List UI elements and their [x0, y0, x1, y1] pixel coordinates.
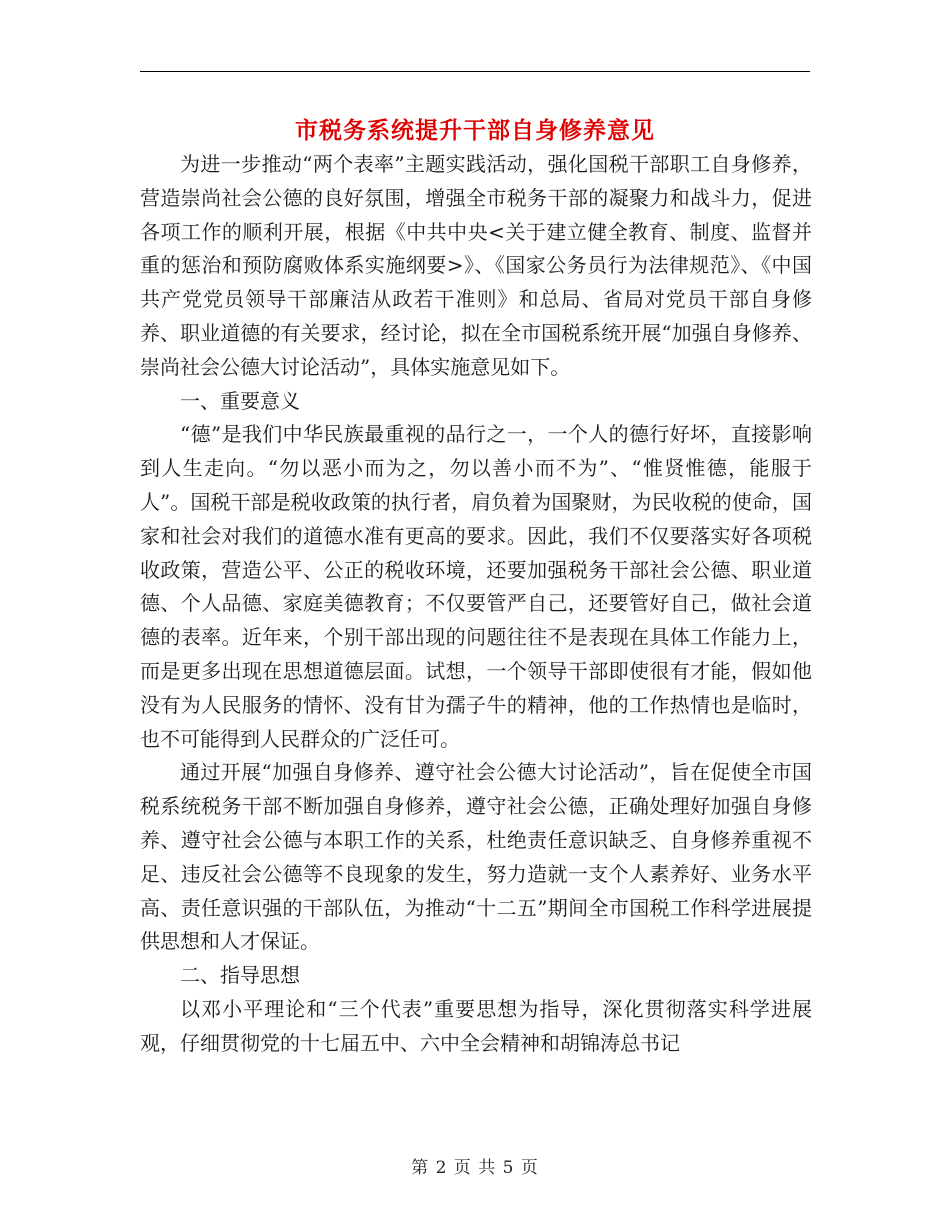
section-heading-guiding-thought: 二、指导思想	[180, 963, 300, 988]
paragraph-guiding-thought: 以邓小平理论和“三个代表”重要思想为指导，深化贯彻落实科学进展观，仔细贯彻党的十七届五中、六中全会精神和胡锦涛总书记	[140, 996, 812, 1055]
document-title: 市税务系统提升干部自身修养意见	[295, 117, 655, 144]
paragraph-purpose: 通过开展“加强自身修养、遵守社会公德大讨论活动”，旨在促使全市国税系统税务干部不断加强自身修养，遵守社会公德，正确处理好加强自身修养、遵守社会公德与本职工作的关系，杜绝责任意识缺乏、自身修养重视不足、违反社会公德等不良现象的发生，努力造就一支个人素养好、业务水平高、责任意识强的干部队伍，为推动“十二五”期间全市国税工作科学进展提供思想和人才保证。	[140, 760, 812, 954]
document-body	[140, 148, 812, 1061]
header-rule	[140, 71, 810, 72]
section-heading-significance: 一、重要意义	[180, 388, 300, 413]
paragraph-intro: 为进一步推动“两个表率”主题实践活动，强化国税干部职工自身修养，营造崇尚社会公德的良好氛围，增强全市税务干部的凝聚力和战斗力，促进各项工作的顺利开展，根据《中共中央<关于建立健全教育、制度、监督并重的惩治和预防腐败体系实施纲要>》、《国家公务员行为法律规范》、《中国共产党党员领导干部廉洁从政若干准则》和总局、省局对党员干部自身修养、职业道德的有关要求，经讨论，拟在全市国税系统开展“加强自身修养、崇尚社会公德大讨论活动”，具体实施意见如下。	[140, 152, 812, 379]
page-number-footer: 第 2 页 共 5 页	[411, 1158, 539, 1178]
paragraph-significance: “德”是我们中华民族最重视的品行之一，一个人的德行好坏，直接影响到人生走向。“勿以恶小而为之，勿以善小而不为”、“惟贤惟德，能服于人”。国税干部是税收政策的执行者，肩负着为国聚财，为民收税的使命，国家和社会对我们的道德水准有更高的要求。因此，我们不仅要落实好各项税收政策，营造公平、公正的税收环境，还要加强税务干部社会公德、职业道德、个人品德、家庭美德教育；不仅要管严自己，还要管好自己，做社会道德的表率。近年来，个别干部出现的问题往往不是表现在具体工作能力上，而是更多出现在思想道德层面。试想，一个领导干部即使很有才能，假如他没有为人民服务的情怀、没有甘为孺子牛的精神，他的工作热情也是临时，也不可能得到人民群众的广泛任可。	[140, 422, 812, 751]
